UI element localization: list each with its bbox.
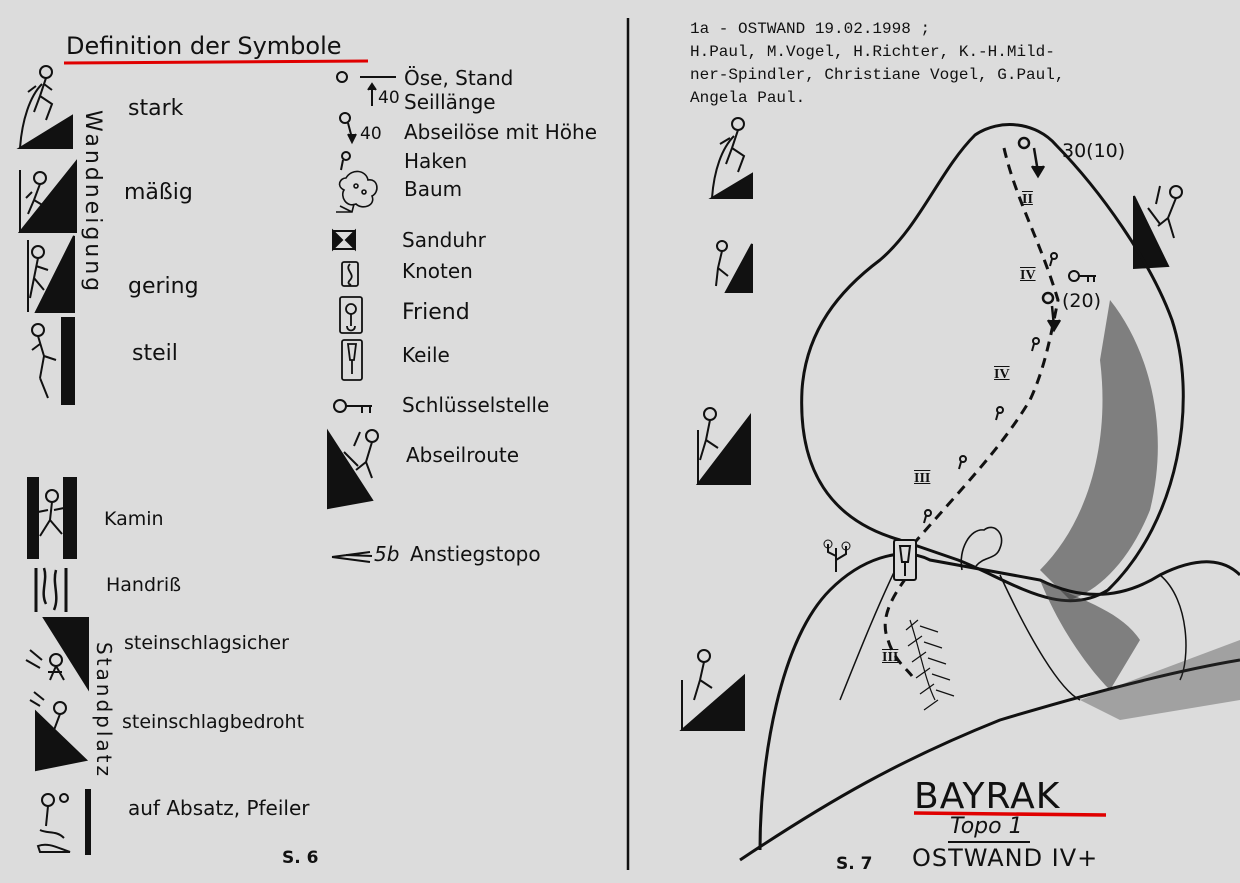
abseil-ring-icon [340,113,356,142]
first-ascent-line-3: ner-Spindler, Christiane Vogel, G.Paul, [690,66,1065,84]
abseil-mid-height: (20) [1062,290,1102,312]
page-heading: Definition der Symbole [66,32,342,60]
topo-key-icon [1069,271,1096,282]
topo-arrow-label: Anstiegstopo [410,542,541,566]
slope-steil-label: steil [132,341,178,366]
symbol-tree-label: Baum [404,177,463,201]
first-ascent-line-2: H.Paul, M.Vogel, H.Richter, K.-H.Mild- [690,43,1055,61]
symbol-abseil-route-label: Abseilroute [406,443,520,467]
grade-pitch-3: III [914,471,931,486]
symbol-abseil-value: 40 [360,124,382,144]
belay-exposed-icon [30,692,86,770]
page-number-right: S. 7 [836,854,873,874]
kamin-label: Kamin [104,508,164,530]
grade-pitch-1: II [1022,192,1033,207]
topo-subtitle: Topo 1 [950,814,1023,839]
topo-abseil-ring-top-icon [1019,138,1044,176]
slope-stark-icon [20,66,72,148]
symbol-ring-label-2: Seillänge [404,90,496,114]
slope-gering-label: gering [128,274,199,299]
topo-arrow-icon [332,552,372,562]
topo-slope-maessig-icon [698,408,750,484]
topo-belay-icon [682,650,744,730]
symbol-piton-label: Haken [404,149,468,173]
belay-label: Standplatz [92,642,116,780]
slope-maessig-label: mäßig [124,180,193,205]
heading-underline [64,61,368,63]
tree-icon [336,171,377,212]
first-ascent-note [690,18,1064,110]
symbol-nut-label: Keile [402,343,450,367]
symbol-key-label: Schlüsselstelle [402,393,550,417]
knot-icon [342,262,358,286]
wall-name-grade: OSTWAND IV+ [912,844,1099,872]
wall-slope-label: Wandneigung [80,110,105,295]
slope-steil-icon [32,318,74,404]
topo-nut-icon [894,540,916,580]
belay-ledge-label: auf Absatz, Pfeiler [128,796,310,820]
belay-exposed-label: steinschlagbedroht [122,711,305,733]
symbol-knot-label: Knoten [402,259,473,283]
topo-pitons [924,253,1057,523]
belay-safe-icon [26,618,88,688]
hourglass-icon [333,231,355,249]
symbol-ring-value: 40 [378,88,400,108]
slope-gering-icon [28,236,74,312]
friend-cam-icon [340,297,362,333]
key-icon [334,400,372,413]
topo-slope-gering-icon [716,241,752,292]
abseil-top-height: 30(10) [1062,140,1126,162]
rock-tower [740,125,1240,860]
belay-safe-label: steinschlagsicher [124,632,289,654]
symbol-ring-label-1: Öse, Stand [404,66,514,90]
kamin-icon [28,478,76,558]
symbol-abseil-label: Abseilöse mit Höhe [404,120,598,144]
slope-stark-label: stark [128,96,184,121]
nut-icon [342,340,362,380]
topo-title: BAYRAK [914,776,1061,817]
grade-key-pitch: IV [1020,268,1036,283]
grade-pitch-base: III [882,650,899,665]
symbol-hourglass-label: Sanduhr [402,228,486,252]
handriss-label: Handriß [106,574,182,596]
abseil-route-icon [328,430,378,508]
first-ascent-line-1: 1a - OSTWAND 19.02.1998 ; [690,20,931,38]
first-ascent-line-4: Angela Paul. [690,89,806,107]
grade-pitch-2: IV [994,367,1010,382]
belay-ledge-icon [38,790,90,854]
page-number-left: S. 6 [282,848,319,868]
handriss-icon [36,568,66,612]
symbol-friend-label: Friend [402,300,470,325]
slope-maessig-icon [20,162,76,232]
topo-arrow-grade: 5b [374,542,400,566]
piton-icon [341,152,350,170]
topo-slope-stark-icon [712,118,752,198]
